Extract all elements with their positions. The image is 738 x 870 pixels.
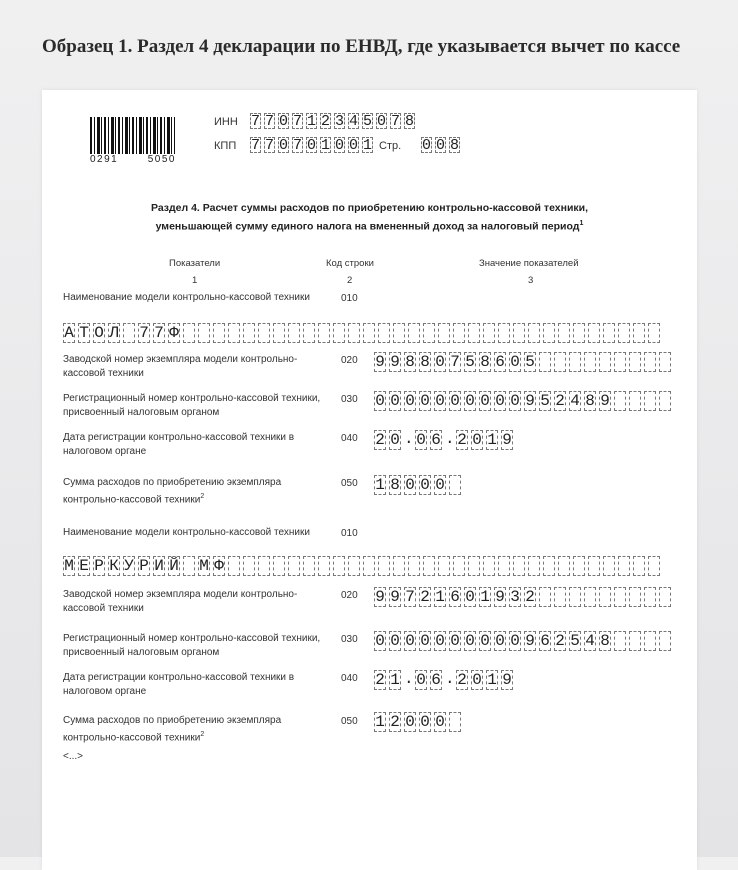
char-cell: 8 xyxy=(480,353,490,371)
char-cell xyxy=(513,323,525,343)
char-cell xyxy=(543,323,555,343)
char-cell: 0 xyxy=(450,392,460,410)
char-cell xyxy=(123,323,135,343)
char-cell xyxy=(569,352,581,372)
barcode-number xyxy=(90,154,176,165)
char-cell xyxy=(183,556,195,576)
char-cell xyxy=(198,323,210,343)
char-cell: 2 xyxy=(321,113,331,130)
char-cell xyxy=(614,631,626,651)
reg-date-cells xyxy=(374,430,516,450)
char-cell: 5 xyxy=(525,353,535,371)
label-serial: Заводской номер экземпляра модели контрольно-кассовой техники xyxy=(63,354,298,379)
barcode-number-part: 5050 xyxy=(147,154,176,165)
char-cell xyxy=(528,556,540,576)
char-cell xyxy=(614,587,626,607)
line-code: 030 xyxy=(341,634,358,645)
char-cell xyxy=(378,556,390,576)
kpp-label: КПП xyxy=(214,140,237,152)
char-cell xyxy=(648,323,660,343)
label-reg-date: Дата регистрации контрольно-кассовой техники в налоговом органе xyxy=(63,432,295,457)
ellipsis: <...> xyxy=(63,751,84,762)
char-cell: 7 xyxy=(265,137,275,154)
char-cell xyxy=(588,323,600,343)
char-cell xyxy=(348,556,360,576)
char-cell: 0 xyxy=(405,476,415,494)
char-cell xyxy=(213,323,225,343)
char-cell: 8 xyxy=(390,476,400,494)
expense-cells xyxy=(374,475,464,495)
inn-label: ИНН xyxy=(214,116,238,128)
reg-number-cells xyxy=(374,631,674,651)
char-cell: Й xyxy=(169,557,179,575)
char-cell: 9 xyxy=(495,588,505,606)
model-cells xyxy=(63,556,663,576)
column-header-indicators: Показатели xyxy=(169,258,221,269)
line-code: 020 xyxy=(341,590,358,601)
char-cell: 7 xyxy=(293,113,303,130)
char-cell: 2 xyxy=(555,632,565,650)
char-cell: 4 xyxy=(349,113,359,130)
char-cell: 9 xyxy=(390,588,400,606)
char-cell: . xyxy=(404,670,414,688)
column-number: 1 xyxy=(192,275,198,286)
char-cell: Е xyxy=(79,557,89,575)
char-cell: 0 xyxy=(420,632,430,650)
char-cell: 0 xyxy=(495,632,505,650)
char-cell: 5 xyxy=(540,392,550,410)
char-cell: 0 xyxy=(405,713,415,731)
char-cell: 9 xyxy=(525,632,535,650)
char-cell: 9 xyxy=(600,392,610,410)
char-cell: 0 xyxy=(510,353,520,371)
char-cell: 8 xyxy=(405,113,415,130)
label-model: Наименование модели контрольно-кассовой техники xyxy=(63,527,310,538)
char-cell: А xyxy=(64,324,74,342)
page-cells xyxy=(421,137,463,153)
char-cell xyxy=(423,556,435,576)
char-cell: 0 xyxy=(472,431,482,449)
char-cell: 7 xyxy=(265,113,275,130)
char-cell xyxy=(648,556,660,576)
char-cell xyxy=(513,556,525,576)
line-code: 040 xyxy=(341,433,358,444)
column-header-value: Значение показателей xyxy=(479,258,579,269)
char-cell: 7 xyxy=(293,137,303,154)
char-cell xyxy=(629,391,641,411)
char-cell: 2 xyxy=(375,671,385,689)
char-cell xyxy=(614,391,626,411)
char-cell xyxy=(333,556,345,576)
line-code: 010 xyxy=(341,293,358,304)
label-serial: Заводской номер экземпляра модели контрольно-кассовой техники xyxy=(63,589,298,614)
char-cell xyxy=(599,352,611,372)
char-cell xyxy=(438,323,450,343)
char-cell: 0 xyxy=(472,671,482,689)
char-cell: 0 xyxy=(405,392,415,410)
char-cell xyxy=(603,556,615,576)
char-cell xyxy=(644,352,656,372)
line-code: 030 xyxy=(341,394,358,405)
char-cell xyxy=(483,323,495,343)
char-cell: 0 xyxy=(349,137,359,154)
char-cell xyxy=(629,587,641,607)
char-cell: 0 xyxy=(495,392,505,410)
char-cell: 0 xyxy=(422,137,432,154)
label-reg-date: Дата регистрации контрольно-кассовой техники в налоговом органе xyxy=(63,672,295,697)
char-cell: 1 xyxy=(321,137,331,154)
char-cell: 2 xyxy=(420,588,430,606)
char-cell: 0 xyxy=(435,713,445,731)
model-cells xyxy=(63,323,663,343)
char-cell xyxy=(498,323,510,343)
char-cell xyxy=(539,587,551,607)
line-code: 020 xyxy=(341,355,358,366)
char-cell: У xyxy=(124,557,134,575)
char-cell xyxy=(539,352,551,372)
char-cell: 1 xyxy=(375,713,385,731)
char-cell: 4 xyxy=(585,632,595,650)
char-cell: Р xyxy=(94,557,104,575)
char-cell: 5 xyxy=(465,353,475,371)
char-cell xyxy=(633,323,645,343)
column-number: 2 xyxy=(347,275,353,286)
char-cell: 0 xyxy=(279,137,289,154)
char-cell: 0 xyxy=(335,137,345,154)
char-cell xyxy=(303,323,315,343)
char-cell: 2 xyxy=(555,392,565,410)
char-cell xyxy=(629,352,641,372)
char-cell: 8 xyxy=(450,137,460,154)
char-cell: Р xyxy=(139,557,149,575)
char-cell: 0 xyxy=(279,113,289,130)
char-cell xyxy=(288,556,300,576)
char-cell: 1 xyxy=(487,431,497,449)
char-cell xyxy=(363,323,375,343)
char-cell xyxy=(363,556,375,576)
char-cell xyxy=(599,587,611,607)
char-cell xyxy=(393,556,405,576)
char-cell: 1 xyxy=(363,137,373,154)
char-cell: 1 xyxy=(435,588,445,606)
char-cell: 6 xyxy=(450,588,460,606)
char-cell xyxy=(644,631,656,651)
char-cell: 2 xyxy=(525,588,535,606)
char-cell: 0 xyxy=(420,392,430,410)
char-cell: 7 xyxy=(405,588,415,606)
char-cell: 2 xyxy=(390,713,400,731)
char-cell xyxy=(483,556,495,576)
char-cell xyxy=(258,556,270,576)
char-cell xyxy=(243,323,255,343)
char-cell: 0 xyxy=(510,392,520,410)
char-cell: 5 xyxy=(363,113,373,130)
label-reg-number: Регистрационный номер контрольно-кассовой техники, присвоенный налоговым органом xyxy=(63,633,321,658)
char-cell xyxy=(659,391,671,411)
char-cell: 6 xyxy=(540,632,550,650)
char-cell: . xyxy=(445,430,455,448)
char-cell: 7 xyxy=(251,113,261,130)
char-cell: 1 xyxy=(307,113,317,130)
label-reg-number: Регистрационный номер контрольно-кассовой техники, присвоенный налоговым органом xyxy=(63,393,321,418)
char-cell: 5 xyxy=(570,632,580,650)
char-cell xyxy=(438,556,450,576)
char-cell: 6 xyxy=(495,353,505,371)
char-cell: . xyxy=(404,430,414,448)
char-cell: 2 xyxy=(457,431,467,449)
char-cell: 1 xyxy=(487,671,497,689)
char-cell: 2 xyxy=(375,431,385,449)
char-cell: 0 xyxy=(435,476,445,494)
char-cell xyxy=(558,323,570,343)
char-cell xyxy=(348,323,360,343)
char-cell xyxy=(468,556,480,576)
char-cell: 8 xyxy=(585,392,595,410)
char-cell xyxy=(183,323,195,343)
char-cell xyxy=(554,352,566,372)
serial-cells xyxy=(374,587,674,607)
char-cell: 9 xyxy=(525,392,535,410)
char-cell xyxy=(558,556,570,576)
char-cell: 1 xyxy=(480,588,490,606)
page-label: Стр. xyxy=(379,140,402,152)
char-cell xyxy=(408,323,420,343)
char-cell xyxy=(449,475,461,495)
char-cell: . xyxy=(445,670,455,688)
char-cell: 0 xyxy=(307,137,317,154)
char-cell xyxy=(618,556,630,576)
char-cell: Т xyxy=(79,324,89,342)
char-cell: Л xyxy=(109,324,119,342)
char-cell: 6 xyxy=(431,431,441,449)
char-cell xyxy=(543,556,555,576)
char-cell: 1 xyxy=(390,671,400,689)
char-cell xyxy=(228,556,240,576)
label-expense: Сумма расходов по приобретению экземпляра контрольно-кассовой техники$^2$ xyxy=(63,477,282,506)
char-cell: 2 xyxy=(457,671,467,689)
char-cell xyxy=(584,352,596,372)
char-cell xyxy=(569,587,581,607)
char-cell xyxy=(378,323,390,343)
section-title-line: Раздел 4. Расчет суммы расходов по приобретению контрольно-кассовой техники, xyxy=(150,202,589,214)
char-cell: 0 xyxy=(416,671,426,689)
line-code: 050 xyxy=(341,716,358,727)
char-cell: 8 xyxy=(405,353,415,371)
char-cell: Ф xyxy=(214,557,224,575)
char-cell xyxy=(528,323,540,343)
barcode-number-part: 0291 xyxy=(90,154,119,165)
char-cell: 7 xyxy=(450,353,460,371)
section-title-line: уменьшающей сумму единого налога на вмененный доход за налоговый период$^1$ xyxy=(155,220,584,233)
char-cell: 0 xyxy=(436,137,446,154)
char-cell xyxy=(333,323,345,343)
char-cell: 0 xyxy=(480,392,490,410)
char-cell xyxy=(498,556,510,576)
char-cell xyxy=(633,556,645,576)
label-expense: Сумма расходов по приобретению экземпляра контрольно-кассовой техники$^2$ xyxy=(63,715,282,744)
char-cell: О xyxy=(94,324,104,342)
char-cell: 0 xyxy=(435,632,445,650)
char-cell: 9 xyxy=(390,353,400,371)
section-title xyxy=(42,200,697,235)
kpp-cells xyxy=(250,137,376,153)
reg-number-cells xyxy=(374,391,674,411)
char-cell: 7 xyxy=(139,324,149,342)
char-cell: 8 xyxy=(420,353,430,371)
char-cell: 0 xyxy=(405,632,415,650)
char-cell: 0 xyxy=(420,713,430,731)
char-cell: 7 xyxy=(391,113,401,130)
char-cell: Ф xyxy=(169,324,179,342)
char-cell xyxy=(659,587,671,607)
char-cell: 0 xyxy=(465,588,475,606)
line-code: 010 xyxy=(341,528,358,539)
char-cell xyxy=(258,323,270,343)
char-cell: 9 xyxy=(502,431,512,449)
column-number: 3 xyxy=(528,275,534,286)
char-cell xyxy=(603,323,615,343)
char-cell: 0 xyxy=(420,476,430,494)
char-cell xyxy=(554,587,566,607)
char-cell: 0 xyxy=(416,431,426,449)
char-cell xyxy=(243,556,255,576)
line-code: 050 xyxy=(341,478,358,489)
char-cell: 9 xyxy=(375,353,385,371)
char-cell xyxy=(318,556,330,576)
char-cell: М xyxy=(199,557,209,575)
char-cell: И xyxy=(154,557,164,575)
char-cell: 0 xyxy=(375,392,385,410)
char-cell: М xyxy=(64,557,74,575)
char-cell: 9 xyxy=(375,588,385,606)
declaration-sheet xyxy=(42,90,697,870)
serial-cells xyxy=(374,352,674,372)
char-cell xyxy=(659,631,671,651)
char-cell: 6 xyxy=(431,671,441,689)
char-cell xyxy=(303,556,315,576)
char-cell: 0 xyxy=(465,632,475,650)
char-cell xyxy=(288,323,300,343)
char-cell: 0 xyxy=(390,632,400,650)
char-cell xyxy=(228,323,240,343)
label-model: Наименование модели контрольно-кассовой техники xyxy=(63,292,310,303)
char-cell xyxy=(408,556,420,576)
column-header-code: Код строки xyxy=(326,258,374,269)
char-cell xyxy=(318,323,330,343)
char-cell xyxy=(618,323,630,343)
reg-date-cells xyxy=(374,670,516,690)
char-cell xyxy=(644,391,656,411)
char-cell: 0 xyxy=(390,392,400,410)
char-cell: 0 xyxy=(450,632,460,650)
expense-cells xyxy=(374,712,464,732)
char-cell xyxy=(629,631,641,651)
char-cell xyxy=(644,587,656,607)
char-cell: 0 xyxy=(390,431,400,449)
char-cell xyxy=(468,323,480,343)
char-cell: 8 xyxy=(600,632,610,650)
char-cell: 3 xyxy=(510,588,520,606)
char-cell: 0 xyxy=(465,392,475,410)
char-cell: 7 xyxy=(154,324,164,342)
char-cell: 7 xyxy=(251,137,261,154)
char-cell xyxy=(453,556,465,576)
char-cell xyxy=(584,587,596,607)
char-cell xyxy=(423,323,435,343)
char-cell: 0 xyxy=(510,632,520,650)
char-cell xyxy=(588,556,600,576)
char-cell: 3 xyxy=(335,113,345,130)
inn-cells xyxy=(250,113,418,129)
barcode xyxy=(90,117,175,154)
char-cell xyxy=(453,323,465,343)
char-cell xyxy=(614,352,626,372)
char-cell: 9 xyxy=(502,671,512,689)
char-cell: 4 xyxy=(570,392,580,410)
char-cell: 1 xyxy=(375,476,385,494)
char-cell: 0 xyxy=(377,113,387,130)
char-cell xyxy=(659,352,671,372)
char-cell: 0 xyxy=(435,353,445,371)
caption: Образец 1. Раздел 4 декларации по ЕНВД, где указывается вычет по кассе xyxy=(42,36,681,57)
char-cell xyxy=(573,323,585,343)
char-cell: 0 xyxy=(480,632,490,650)
char-cell: 0 xyxy=(435,392,445,410)
char-cell xyxy=(449,712,461,732)
char-cell: К xyxy=(109,557,119,575)
char-cell: 0 xyxy=(375,632,385,650)
char-cell xyxy=(273,556,285,576)
char-cell xyxy=(573,556,585,576)
char-cell xyxy=(393,323,405,343)
char-cell xyxy=(273,323,285,343)
line-code: 040 xyxy=(341,673,358,684)
